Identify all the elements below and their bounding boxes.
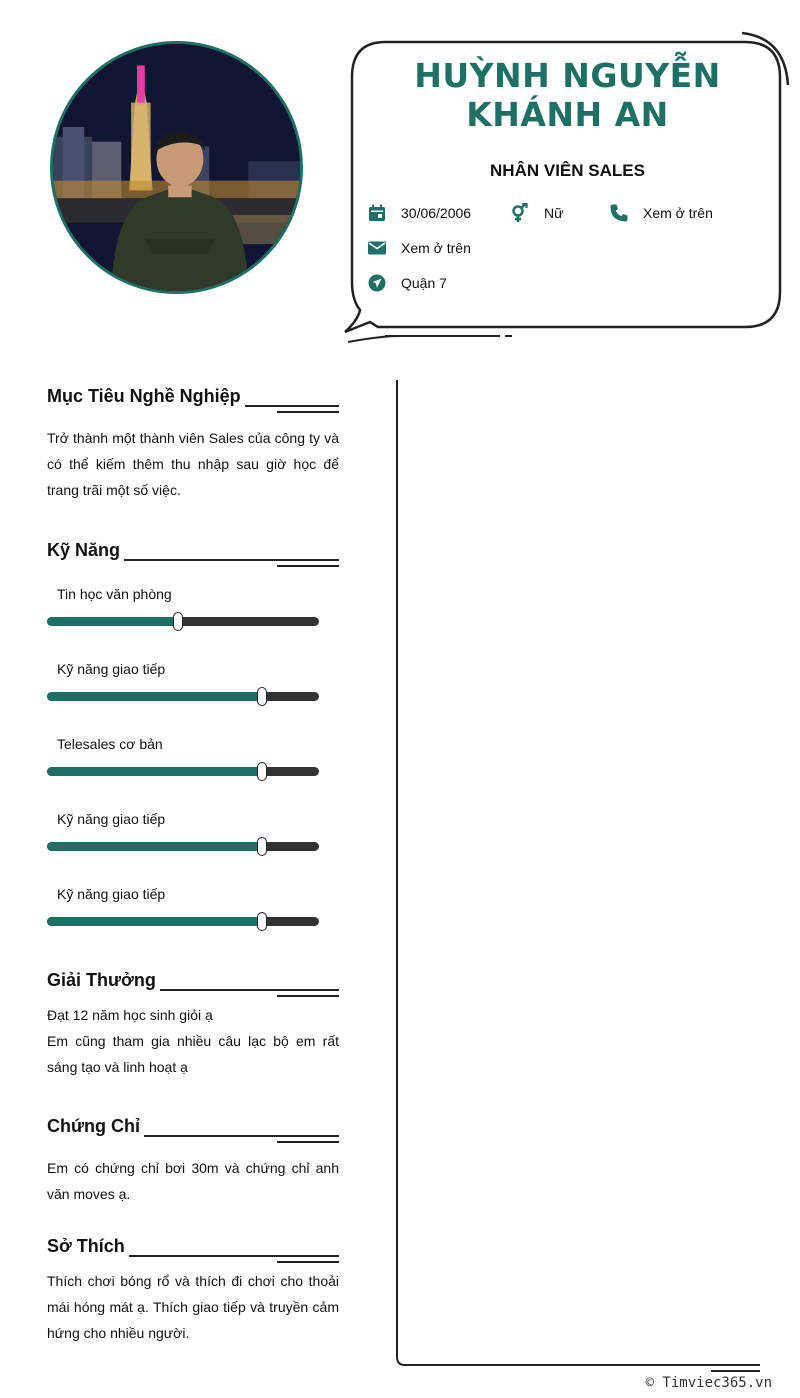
section-title-objective (47, 386, 339, 407)
title-underline (144, 1125, 339, 1137)
contact-gender (510, 203, 563, 223)
candidate-name-line1: HUỲNH NGUYỄN (414, 56, 721, 95)
job-title: NHÂN VIÊN SALES (490, 161, 645, 180)
title-underline (129, 1245, 339, 1257)
title-underline (124, 549, 339, 561)
right-column-frame (390, 375, 770, 1375)
candidate-name (355, 56, 780, 134)
location-icon (367, 273, 387, 293)
profile-photo-image (53, 44, 300, 291)
calendar-icon (367, 203, 387, 223)
address-value: Quận 7 (401, 275, 447, 291)
contact-email (367, 238, 471, 258)
birthday-value: 30/06/2006 (401, 205, 472, 221)
candidate-name-line2: KHÁNH AN (466, 95, 669, 134)
skills-title: Kỹ Năng (47, 540, 121, 560)
title-underline (160, 979, 339, 991)
skill-bar[interactable] (47, 692, 319, 701)
section-title-skills (47, 540, 339, 561)
skill-slider-handle[interactable] (257, 762, 267, 781)
gender-value: Nữ (544, 205, 564, 221)
skill-bar[interactable] (47, 767, 319, 776)
profile-photo (50, 41, 303, 294)
phone-value: Xem ở trên (643, 205, 713, 221)
skill-bar[interactable] (47, 617, 319, 626)
skill-bar[interactable] (47, 917, 319, 926)
skill-label: Tin học văn phòng (57, 586, 172, 602)
skill-label: Kỹ năng giao tiếp (57, 811, 166, 827)
skill-slider-handle[interactable] (257, 912, 267, 931)
objective-text: Trở thành một thành viên Sales của công ty và có thể kiếm thêm thu nhập sau giờ học để trang trãi một số việc. (47, 430, 339, 498)
certificates-text: Em có chứng chỉ bơi 30m và chứng chỉ anh văn moves ạ. (47, 1160, 339, 1202)
email-value: Xem ở trên (401, 240, 471, 256)
skill-slider-handle[interactable] (257, 687, 267, 706)
skill-label: Kỹ năng giao tiếp (57, 886, 166, 902)
section-title-hobbies (47, 1236, 339, 1257)
objective-title: Mục Tiêu Nghề Nghiệp (47, 386, 241, 406)
section-title-awards (47, 970, 339, 991)
contact-address (367, 273, 447, 293)
footer-copyright: © Timviec365.vn (645, 1375, 772, 1391)
section-title-certificates (47, 1116, 339, 1137)
certificates-title: Chứng Chỉ (47, 1116, 141, 1136)
email-icon (367, 238, 387, 258)
skill-bar[interactable] (47, 842, 319, 851)
contact-phone (609, 203, 713, 223)
skill-label: Telesales cơ bản (57, 736, 163, 752)
gender-icon (510, 203, 530, 223)
phone-icon (609, 203, 629, 223)
skill-label: Kỹ năng giao tiếp (57, 661, 166, 677)
skill-slider-handle[interactable] (173, 612, 183, 631)
awards-title: Giải Thưởng (47, 970, 156, 990)
awards-line1: Đạt 12 năm học sinh giỏi ạ (47, 1007, 213, 1023)
awards-line2: Em cũng tham gia nhiều câu lạc bộ em rất sáng tạo và linh hoạt ạ (47, 1033, 339, 1075)
hobbies-title: Sở Thích (47, 1236, 125, 1256)
contact-birthday (367, 203, 471, 223)
title-underline (245, 395, 339, 407)
hobbies-text: Thích chơi bóng rổ và thích đi chơi cho thoải mái hóng mát ạ. Thích giao tiếp và truyền cảm hứng cho nhiều người. (47, 1273, 339, 1341)
skill-slider-handle[interactable] (257, 837, 267, 856)
